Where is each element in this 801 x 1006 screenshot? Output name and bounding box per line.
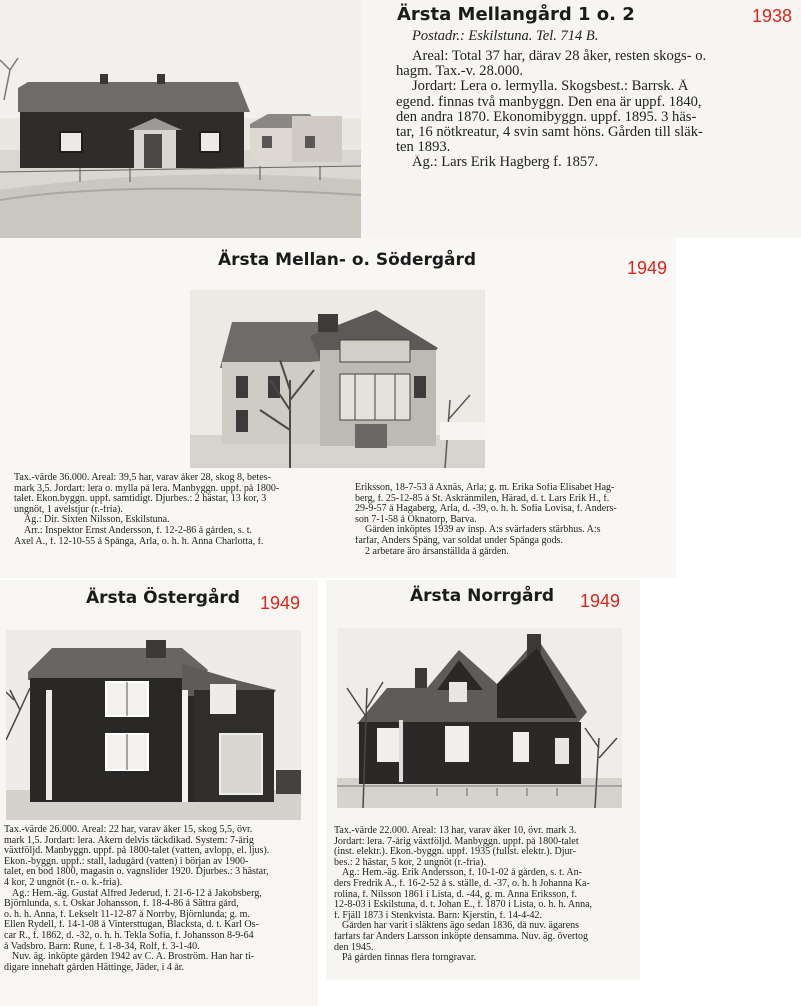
top-title: Ärsta Mellangård 1 o. 2 <box>397 4 635 25</box>
ostergard-farm-photo <box>6 630 301 820</box>
norrgard-line: Äg.: Hem.-äg. Erik Andersson, f. 10-1-02 å gården, s. t. An- <box>342 868 582 879</box>
top-postal: Postadr.: Eskilstuna. Tel. 714 B. <box>412 28 599 44</box>
middle-left-line: mark 3,5. Jordart: lera o. mylla på lera. Manbyggn. uppf. på 1800- <box>14 483 280 494</box>
middle-right-line: 29-9-57 å Hagaberg, Ärla, d. -39, o. h. h. Sofia Lovisa, f. Anders- <box>355 504 617 515</box>
ostergard-line: å Vadsbro. Barn: Rune, f. 1-8-34, Rolf, f. 3-1-40. <box>4 941 200 952</box>
middle-left-line: ungnöt, 1 avelstjur (r.-fria). <box>14 504 123 515</box>
norrgard-line: farfars far Anders Larsson inköpte densamma. Nuv. äg. övertog <box>334 931 588 942</box>
middle-right-column <box>355 483 667 557</box>
norrgard-line: f. Fjäll 1873 i Stenkvista. Barn: Kjerstin, f. 14-4-42. <box>334 910 543 921</box>
ostergard-line: Ellen Rydell, f. 14-1-08 å Vintersttugan, Blacksta, d. t. Karl Os- <box>4 920 259 931</box>
middle-right-line: berg, f. 25-12-85 å St. Askränmilen, Härad, d. t. Lars Erik H., f. <box>355 493 610 504</box>
top-farm-photo <box>0 0 361 238</box>
ostergard-year: 1949 <box>260 593 301 613</box>
norrgard-year: 1949 <box>580 591 621 611</box>
norrgard-body <box>334 826 638 964</box>
ostergard-line: Tax.-värde 26.000. Areal: 22 har, varav åker 15, skog 5,5, övr. <box>4 825 253 835</box>
middle-year: 1949 <box>627 258 668 278</box>
middle-right-line: son 7-1-58 å Öknatorp, Barva. <box>355 514 477 525</box>
norrgard-line: den 1945. <box>334 942 374 953</box>
norrgard-line: rolina, f. Nilsson 1861 i Lista, d. -44, g. m. Anna Eriksson, f. <box>334 889 578 900</box>
norrgard-line: På gården finnas flera forngravar. <box>342 953 477 964</box>
top-body <box>396 49 800 171</box>
middle-left-line: talet. Ekon.byggn. uppf. samtidigt. Djurbes.: 2 hästar, 13 kor, 3 <box>14 494 267 505</box>
norrgard-farm-photo <box>337 628 622 808</box>
ostergard-line: o. h. h. Anna, f. Lekselt 11-12-87 å Norrby, Björnlunda; g. m. <box>4 909 250 920</box>
ostergard-line: digare innehaft gården Hättinge, Jäder, i 4 år. <box>4 962 185 973</box>
top-line: tar, 16 nötkreatur, 4 svin samt höns. Gården till släk- <box>396 125 703 141</box>
ostergard-line: talet, en bod 1800, magasin o. vagnslider 1920. Djurbes.: 3 hästar, <box>4 867 269 878</box>
ostergard-body <box>4 825 314 973</box>
ostergard-line: mark 1,5. Jordart: lera. Åkern delvis täckdikad. System: 7-årig <box>4 835 254 846</box>
ostergard-line: Nuv. äg. inköpte gården 1942 av C. A. Broström. Han har ti- <box>12 952 255 963</box>
middle-right-line: Gården inköptes 1939 av insp. A:s svärfaders stärbhus. A:s <box>365 525 601 536</box>
middle-left-line: Äg.: Dir. Sixten Nilsson, Eskilstuna. <box>24 515 170 526</box>
middle-right-line: Eriksson, 18-7-53 å Axnäs, Ärla; g. m. Erika Sofia Elisabet Hag- <box>355 483 615 493</box>
norrgard-line: 12-8-03 i Eskilstuna, d. t. Johan E., f. 1870 i Lista, o. h. h. Anna, <box>334 900 593 911</box>
top-line: ten 1893. <box>396 140 451 156</box>
ostergard-line: car R., f. 1862, d. -32, o. h. h. Tekla Sofia, f. Johansson 8-9-64 <box>4 930 254 941</box>
top-line: Areal: Total 37 har, därav 28 åker, resten skogs- o. <box>412 49 707 64</box>
ostergard-line: Äg.: Hem.-äg. Gustaf Alfred Jederud, f. 21-6-12 å Jakobsberg, <box>12 888 262 899</box>
norrgard-line: Jordart: lera. 7-årig växtföljd. Manbyggn. uppf. på 1800-talet <box>334 836 579 847</box>
top-line: egend. finnas två manbyggn. Den ena är uppf. 1840, <box>396 94 702 110</box>
top-line: den andra 1870. Ekonomibyggn. uppf. 1895. 3 häs- <box>396 109 697 125</box>
ostergard-line: Björnlunda, s. t. Oskar Johansson, f. 18-4-86 å Sättra gård, <box>4 899 239 910</box>
norrgard-line: (inst. elektr.). Ekon.-byggn. uppf. 1935 (fullst. elektr.). Djur- <box>334 847 576 858</box>
middle-right-line: farfar, Anders Spång, var soldat under Spånga gods. <box>355 535 563 546</box>
middle-left-column <box>14 473 336 547</box>
middle-title: Ärsta Mellan- o. Södergård <box>218 250 477 270</box>
ostergard-line: Ekon.-byggn. uppf.: stall, ladugård (vatten) i början av 1900- <box>4 856 249 867</box>
norrgard-line: Tax.-värde 22.000. Areal: 13 har, varav åker 10, övr. mark 3. <box>334 826 577 836</box>
middle-farm-photo <box>190 290 485 468</box>
ostergard-line: växtföljd. Manbyggn. uppf. på 1800-talet (vatten, avlopp, el. ljus). <box>4 846 270 857</box>
top-year: 1938 <box>752 6 793 26</box>
top-line: Äg.: Lars Erik Hagberg f. 1857. <box>412 155 599 171</box>
middle-left-line: Tax.-värde 36.000. Areal: 39,5 har, varav åker 28, skog 8, betes- <box>14 473 271 483</box>
ostergard-line: 4 kor, 2 ungnöt (r.- o. k.-fria). <box>4 877 123 888</box>
top-line: Jordart: Lera o. lermylla. Skogsbest.: Barrsk. Å <box>412 79 689 95</box>
middle-right-line: 2 arbetare äro årsanställda å gården. <box>365 546 509 557</box>
middle-left-line: Arr.: Inspektor Ernst Andersson, f. 12-2-86 å gården, s. t. <box>24 525 253 536</box>
norrgard-line: ders Fredrik A., f. 16-2-52 å s. ställe, d. -37, o. h. h Johanna Ka- <box>334 878 590 889</box>
norrgard-line: Gården har varit i släktens ägo sedan 1836, då nuv. ägarens <box>342 921 580 932</box>
norrgard-title: Ärsta Norrgård <box>410 586 555 606</box>
norrgard-line: bes.: 2 hästar, 5 kor, 2 ungnöt (r.-fria). <box>334 857 486 868</box>
ostergard-title: Ärsta Östergård <box>86 588 240 608</box>
middle-left-line: Axel A., f. 12-10-55 å Spånga, Ärla, o. h. h. Anna Charlotta, f. <box>14 536 264 547</box>
top-line: hagm. Tax.-v. 28.000. <box>396 64 524 80</box>
